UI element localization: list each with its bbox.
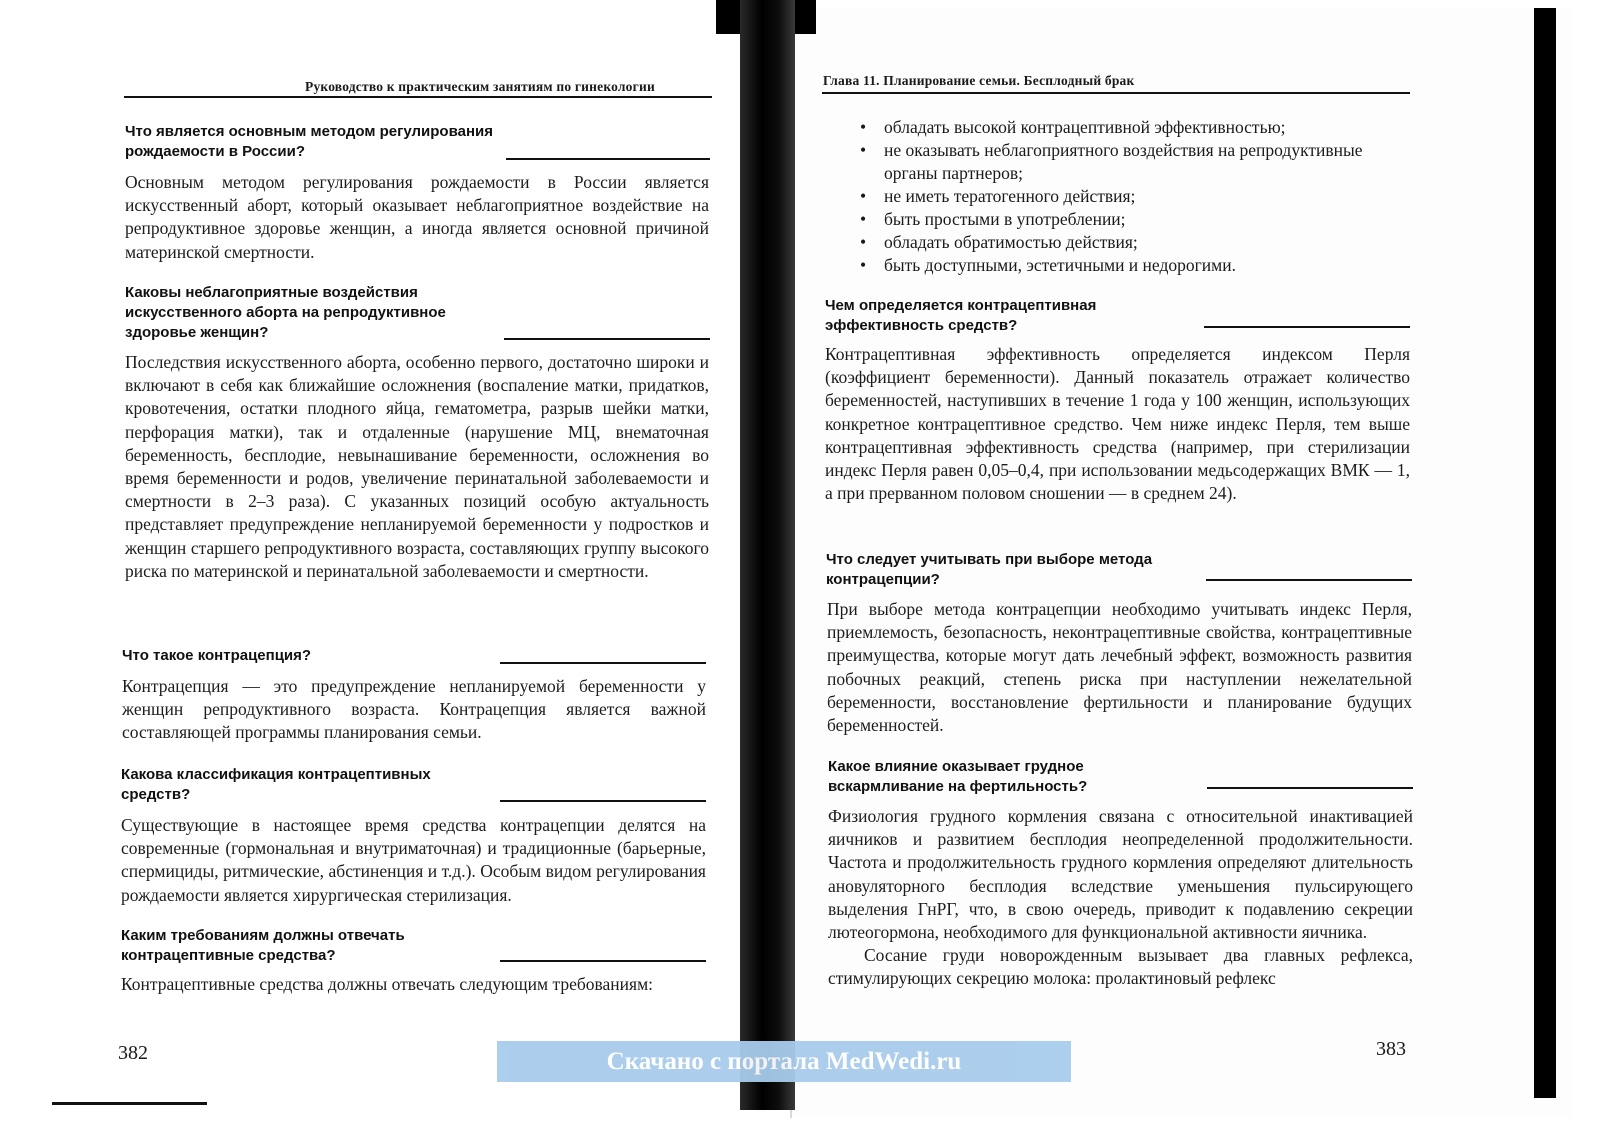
list-item: • быть простыми в употреблении; xyxy=(856,208,1409,231)
question-heading: Что такое контрацепция? xyxy=(122,647,312,664)
question-heading: Каковы неблагоприятные воздействия искусственного аборта на репродуктивное здоровье женщин? xyxy=(125,284,446,341)
answer-paragraph: Контрацепция — это предупреждение непланируемой беременности у женщин репродуктивного возраста. Контрацепция является важной составляющей программы планирования семьи. xyxy=(122,676,706,743)
running-head-left: Руководство к практическим занятиям по гинекологии xyxy=(305,79,655,94)
page-number-right: 383 xyxy=(1376,1038,1406,1060)
question-rule xyxy=(504,338,710,340)
question-heading: Чем определяется контрацептивная эффективность средств? xyxy=(825,297,1097,334)
running-head-right: Глава 11. Планирование семьи. Бесплодный брак xyxy=(823,73,1135,88)
question-rule xyxy=(500,662,706,664)
question-rule xyxy=(500,800,706,802)
scan-edge-line xyxy=(52,1102,207,1105)
question-heading: Какое влияние оказывает грудное вскармливание на фертильность? xyxy=(828,758,1088,795)
question-heading: Что является основным методом регулирования рождаемости в России? xyxy=(125,123,493,160)
question-rule xyxy=(1206,579,1412,581)
page-edge-shadow xyxy=(1534,8,1556,1098)
answer-paragraph: Основным методом регулирования рождаемости в России является искусственный аборт, который оказывает неблагоприятное воздействие на репродуктивное здоровье женщин, а иногда является основной причиной материнской смертности. xyxy=(125,172,709,262)
answer-paragraph: Контрацептивные средства должны отвечать следующим требованиям: xyxy=(121,974,654,994)
header-rule-right xyxy=(822,92,1410,94)
answer-paragraph: Контрацептивная эффективность определяется индексом Перля (коэффициент беременности). Данный показатель отражает количество беременностей, наступивших в течение 1 года у 100 женщин, использующих конкретное контрацептивное средство. Чем ниже индекс Перля, тем выше контрацептивная эффективность средства (например, при стерилизации индекс Перля равен 0,05–0,4, при использовании медьсодержащих ВМК — 1, а при прерванном половом сношении — в среднем 24). xyxy=(825,344,1410,504)
book-spine xyxy=(740,0,795,1110)
list-item: • обладать высокой контрацептивной эффективностью; xyxy=(856,116,1409,139)
list-item: • обладать обратимостью действия; xyxy=(856,231,1409,254)
download-watermark: Скачано с портала MedWedi.ru xyxy=(497,1041,1071,1082)
answer-paragraph: Существующие в настоящее время средства контрацепции делятся на современные (гормональная и внутриматочная) и традиционные (барьерные, спермициды, ритмические, абстиненция и т.д.). Особым видом регулирования рождаемости является хирургическая стерилизация. xyxy=(121,815,706,905)
answer-paragraph: Физиология грудного кормления связана с относительной инактивацией яичников и развитием бесплодия неопределенной продолжительности. Частота и продолжительность грудного кормления определяют длительность ановуляторного бесплодия вследствие уменьшения пульсирующего выделения ГнРГ, что, в свою очередь, приводит к подавлению секреции лютеогормона, необходимого для функциональной активности яичника. Сосание груди новорожденным вызывает два главных рефлекса, стимулирующих секрецию молока: пролактиновый рефлекс xyxy=(828,806,1413,989)
question-rule xyxy=(1207,787,1413,789)
question-rule xyxy=(506,158,710,160)
question-heading: Каким требованиям должны отвечать контрацептивные средства? xyxy=(121,927,405,964)
header-rule-left xyxy=(124,96,712,98)
question-rule xyxy=(1204,326,1410,328)
list-item: • быть доступными, эстетичными и недорогими. xyxy=(856,254,1409,277)
question-heading: Что следует учитывать при выборе метода контрацепции? xyxy=(826,551,1153,588)
list-item: • не оказывать неблагоприятного воздействия на репродуктивные органы партнеров; xyxy=(856,139,1409,185)
answer-paragraph: При выборе метода контрацепции необходимо учитывать индекс Перля, приемлемость, безопасность, неконтрацептивные свойства, контрацептивные преимущества, которые могут дать лечебный эффект, возможность развития побочных реакций, степень риска при наступлении нежелательной беременности, восстановление фертильности и планирование будущих беременностей. xyxy=(827,599,1412,736)
page-number-left: 382 xyxy=(118,1042,148,1064)
question-heading: Какова классификация контрацептивных средств? xyxy=(121,766,431,803)
requirements-list xyxy=(856,116,1409,277)
question-rule xyxy=(500,960,706,962)
answer-paragraph: Последствия искусственного аборта, особенно первого, достаточно широки и включают в себя как ближайшие осложнения (воспаление матки, придатков, кровотечения, остатки плодного яйца, гематометра, разрыв шейки матки, перфорация матки), так и отдаленные (нарушение МЦ, внематочная беременность, бесплодие, невынашивание беременности, осложнения во время беременности и родов, увеличение перинатальной заболеваемости и смертности в 2–3 раза). С указанных позиций особую актуальность представляет предупреждение непланируемой беременности у подростков и женщин старшего репродуктивного возраста, составляющих группу высокого риска по материнской и перинатальной заболеваемости и смертности. xyxy=(125,352,709,581)
list-item: • не иметь тератогенного действия; xyxy=(856,185,1409,208)
